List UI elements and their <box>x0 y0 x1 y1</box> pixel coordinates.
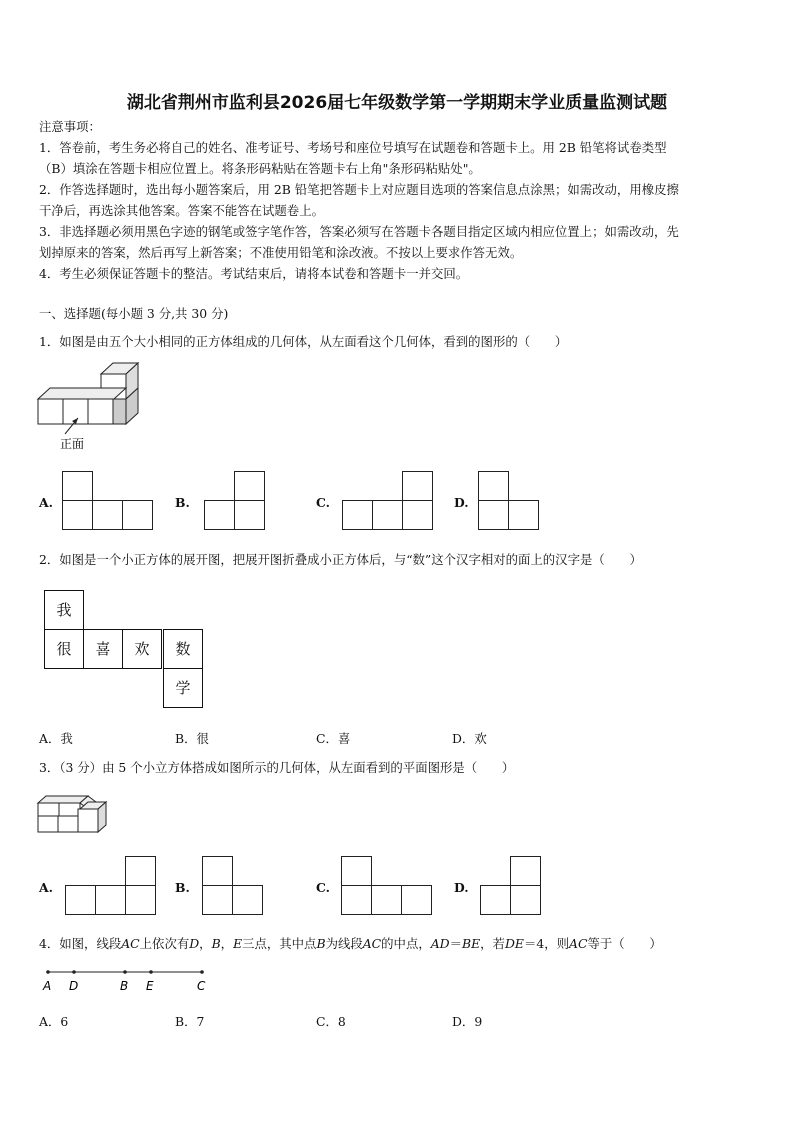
q1-solid-figure <box>38 362 140 454</box>
notice-heading: 注意事项： <box>39 119 101 134</box>
point-d-label: D <box>69 979 79 993</box>
q1-option-b[interactable]: B. <box>175 495 190 510</box>
point-c-label: C <box>197 979 206 993</box>
q4-option-b[interactable]: B．7 <box>175 1014 205 1029</box>
q1-option-a[interactable]: A. <box>39 495 53 510</box>
q2-option-d[interactable]: D．欢 <box>452 731 487 746</box>
notice-line-6: 划掉原来的答案，然后再写上新答案；不准使用铅笔和涂改液。不按以上要求作答无效。 <box>39 245 523 260</box>
q2-option-c[interactable]: C．喜 <box>316 731 351 746</box>
notice-line-7: 4．考生必须保证答题卡的整洁。考试结束后，请将本试卷和答题卡一并交回。 <box>39 266 469 281</box>
q4-option-d[interactable]: D．9 <box>452 1014 483 1029</box>
point-b-label: B <box>120 979 129 993</box>
net-cell-xi: 喜 <box>83 629 123 669</box>
notice-line-1: 1．答卷前，考生务必将自己的姓名、准考证号、考场号和座位号填写在试题卷和答题卡上。用 2B 铅笔将试卷类型 <box>39 140 667 155</box>
notice-line-3: 2．作答选择题时，选出每小题答案后，用 2B 铅笔把答题卡上对应题目选项的答案信息点涂黑；如需改动，用橡皮擦 <box>39 182 679 197</box>
notice-line-5: 3．非选择题必须用黑色字迹的钢笔或签字笔作答，答案必须写在答题卡各题目指定区域内相应位置上；如需改动，先 <box>39 224 679 239</box>
q4-segment-figure <box>40 964 210 994</box>
net-cell-huan: 欢 <box>122 629 162 669</box>
q3-solid-figure <box>38 790 108 836</box>
point-a-label: A <box>43 979 52 993</box>
page-title: 湖北省荆州市监利县2026届七年级数学第一学期期末学业质量监测试题 <box>126 93 668 113</box>
q3-stem: 3．（3 分）由 5 个小立方体搭成如图所示的几何体，从左面看到的平面图形是（ ） <box>39 760 515 775</box>
q2-stem: 2．如图是一个小正方体的展开图，把展开图折叠成小正方体后，与“数”这个汉字相对的面上的汉字是（ ） <box>39 552 642 567</box>
q4-option-a[interactable]: A．6 <box>39 1014 69 1029</box>
net-cell-hen: 很 <box>44 629 84 669</box>
net-cell-shu: 数 <box>163 629 203 669</box>
q1-option-c[interactable]: C. <box>316 495 330 510</box>
net-cell-wo: 我 <box>44 590 84 630</box>
section-heading: 一、选择题(每小题 3 分,共 30 分) <box>39 306 229 321</box>
q3-option-d[interactable]: D. <box>454 880 469 895</box>
q3-option-c[interactable]: C. <box>316 880 330 895</box>
notice-line-2: （B）填涂在答题卡相应位置上。将条形码粘贴在答题卡右上角"条形码粘贴处"。 <box>39 161 481 176</box>
notice-line-4: 干净后，再选涂其他答案。答案不能答在试题卷上。 <box>39 203 324 218</box>
net-cell-xue: 学 <box>163 668 203 708</box>
q3-option-a[interactable]: A. <box>39 880 53 895</box>
q4-stem: 4．如图，线段AC上依次有D，B，E三点，其中点B为线段AC的中点，AD＝BE，若DE＝4，则AC等于（ ） <box>39 936 662 951</box>
point-e-label: E <box>146 979 154 993</box>
q1-front-label: 正面 <box>60 437 85 451</box>
q1-stem: 1．如图是由五个大小相同的正方体组成的几何体，从左面看这个几何体，看到的图形的（ ） <box>39 334 568 349</box>
q1-option-d[interactable]: D. <box>454 495 469 510</box>
q2-option-a[interactable]: A．我 <box>39 731 73 746</box>
q4-option-c[interactable]: C．8 <box>316 1014 346 1029</box>
q3-option-b[interactable]: B. <box>175 880 190 895</box>
q2-option-b[interactable]: B．很 <box>175 731 209 746</box>
